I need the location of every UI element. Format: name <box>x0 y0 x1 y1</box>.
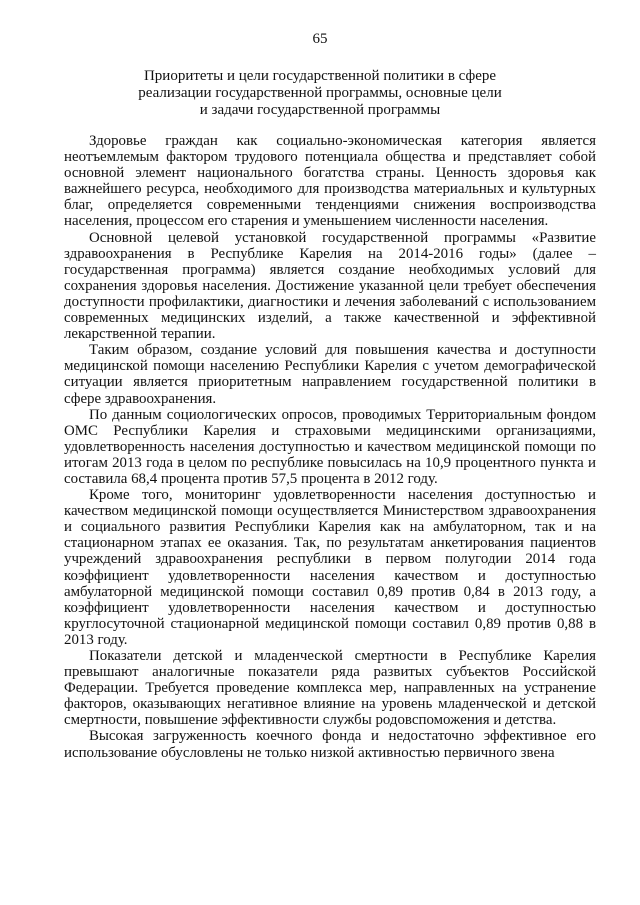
page-number: 65 <box>312 31 328 47</box>
paragraph: По данным социологических опросов, проводимых Территориальным фондом ОМС Республики Карелия и страховыми медицинскими организациями, удовлетворенность населения доступностью и качеством медицинской помощи по итогам 2013 года в целом по республике повысилась на 10,9 процентного пункта и составила 68,4 процента против 57,5 процента в 2012 году. <box>64 406 596 487</box>
section-title-line: и задачи государственной программы <box>199 102 441 118</box>
paragraph: Показатели детской и младенческой смертности в Республике Карелия превышают аналогичные показатели ряда развитых субъектов Российской Федерации. Требуется проведение комплекса мер, направленных на устранение факторов, оказывающих негативное влияние на уровень младенческой и детской смертности, повышение эффективности службы родовспоможения и детства. <box>64 648 596 729</box>
section-title-line: реализации государственной программы, основные цели <box>138 85 502 101</box>
paragraph: Высокая загруженность коечного фонда и недостаточно эффективное его использование обусловлены не только низкой активностью первичного звена <box>64 728 596 761</box>
paragraph: Таким образом, создание условий для повышения качества и доступности медицинской помощи населению Республики Карелия с учетом демографической ситуации является приоритетным направлением государственной политики в сфере здравоохранения. <box>64 342 596 407</box>
section-title <box>100 68 540 119</box>
paragraph: Здоровье граждан как социально-экономическая категория является неотъемлемым фактором трудового потенциала общества и представляет собой основной элемент национального богатства страны. Ценность здоровья как важнейшего ресурса, необходимого для производства материальных и культурных благ, определяется современными тенденциями снижения воспроизводства населения, процессом его старения и уменьшением численности населения. <box>64 133 596 230</box>
paragraph: Основной целевой установкой государственной программы «Развитие здравоохранения в Республике Карелия на 2014-2016 годы» (далее – государственная программа) является создание необходимых условий для сохранения здоровья населения. Достижение указанной цели требует обеспечения доступности профилактики, диагностики и лечения заболеваний с использованием современных медицинских изделий, а также качественной и эффективной лекарственной терапии. <box>64 229 596 343</box>
document-body <box>64 133 596 761</box>
section-title-line: Приоритеты и цели государственной политики в сфере <box>143 68 497 84</box>
paragraph: Кроме того, мониторинг удовлетворенности населения доступностью и качеством медицинской помощи осуществляется Министерством здравоохранения и социального развития Республики Карелия как на амбулаторном, так и на стационарном этапах ее оказания. Так, по результатам анкетирования пациентов учреждений здравоохранения республики в первом полугодии 2014 года коэффициент удовлетворенности населения качеством и доступностью амбулаторной медицинской помощи составил 0,89 против 0,84 в 2013 году, а коэффициент удовлетворенности населения качеством и доступностью круглосуточной стационарной медицинской помощи составил 0,89 против 0,88 в 2013 году. <box>64 487 596 648</box>
